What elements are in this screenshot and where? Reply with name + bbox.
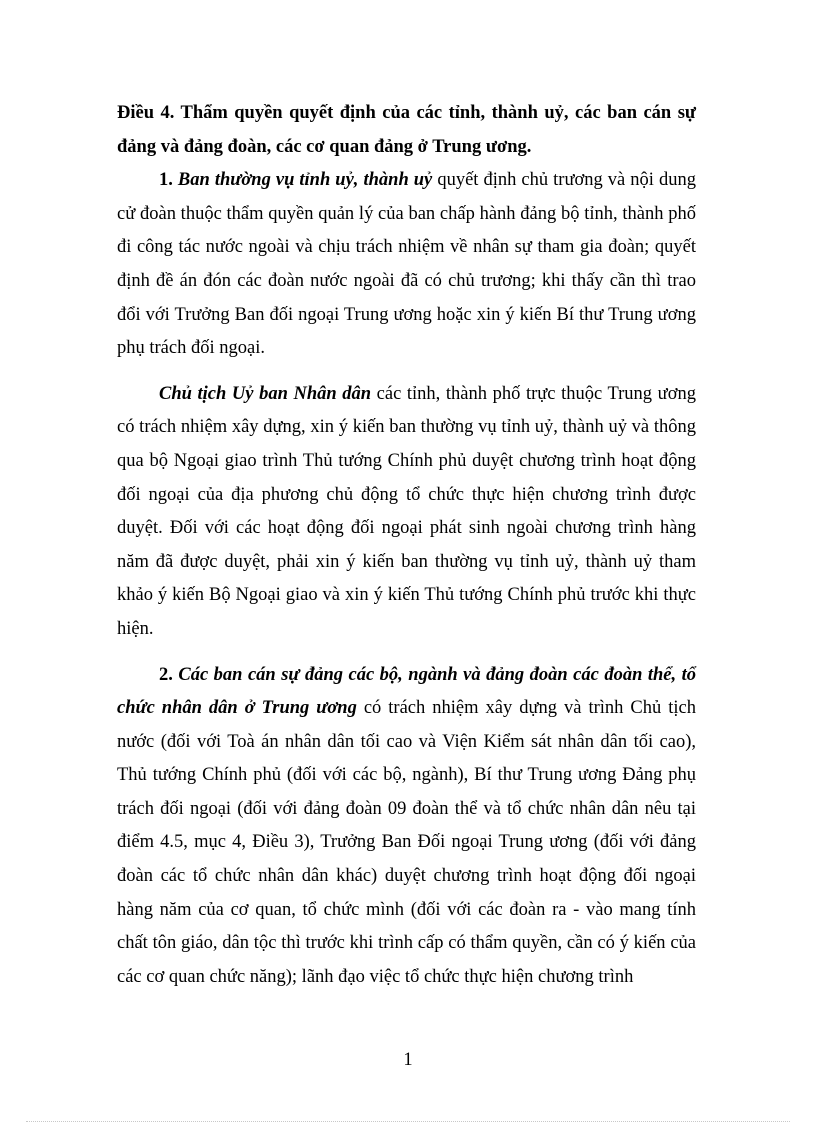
document-body (117, 97, 696, 994)
paragraph-3 (117, 659, 696, 995)
article-heading: Điều 4. Thẩm quyền quyết định của các tỉnh, thành uỷ, các ban cán sự đảng và đảng đoàn, các cơ quan đảng ở Trung ương. (117, 103, 696, 157)
page-number: 1 (403, 1050, 413, 1070)
paragraph-2-lead: Chủ tịch Uỷ ban Nhân dân (159, 383, 372, 404)
paragraph-2 (117, 378, 696, 647)
paragraph-1-lead: Ban thường vụ tỉnh uỷ, thành uỷ (177, 170, 433, 191)
paragraph-3-lead: Các ban cán sự đảng các bộ, ngành và đảng đoàn các đoàn thể, tổ chức nhân dân ở Trung ương (117, 664, 697, 719)
paragraph-2-body: các tỉnh, thành phố trực thuộc Trung ương có trách nhiệm xây dựng, xin ý kiến ban thường vụ tỉnh uỷ, thành uỷ và thông qua bộ Ngoại giao trình Thủ tướng Chính phủ duyệt chương trình hoạt động đối ngoại của địa phương chủ động tổ chức thực hiện chương trình được duyệt. Đối với các hoạt động đối ngoại phát sinh ngoài chương trình hàng năm đã được duyệt, phải xin ý kiến ban thường vụ tỉnh uỷ, thành uỷ tham khảo ý kiến Bộ Ngoại giao và xin ý kiến Thủ tướng Chính phủ trước khi thực hiện. (117, 383, 696, 639)
page-bottom-divider (26, 1121, 790, 1122)
paragraph-1-body: quyết định chủ trương và nội dung cử đoàn thuộc thẩm quyền quản lý của ban chấp hành đảng bộ tỉnh, thành phố đi công tác nước ngoài và chịu trách nhiệm về nhân sự tham gia đoàn; quyết định đề án đón các đoàn nước ngoài đã có chủ trương; khi thấy cần thì trao đổi với Trưởng Ban đối ngoại Trung ương hoặc xin ý kiến Bí thư Trung ương phụ trách đối ngoại. (117, 170, 696, 359)
paragraph-1-number: 1. (159, 170, 178, 191)
paragraph-1 (117, 164, 696, 366)
paragraph-3-number: 2. (159, 664, 179, 685)
paragraph-3-body: có trách nhiệm xây dựng và trình Chủ tịch nước (đối với Toà án nhân dân tối cao và Viện Kiểm sát nhân dân tối cao), Thủ tướng Chính phủ (đối với các bộ, ngành), Bí thư Trung ương Đảng phụ trách đối ngoại (đối với đảng đoàn 09 đoàn thể và tổ chức nhân dân nêu tại điểm 4.5, mục 4, Điều 3), Trưởng Ban Đối ngoại Trung ương (đối với đảng đoàn các tổ chức nhân dân khác) duyệt chương trình hoạt động đối ngoại hàng năm của cơ quan, tổ chức mình (đối với các đoàn ra - vào mang tính chất tôn giáo, dân tộc thì trước khi trình cấp có thẩm quyền, cần có ý kiến của các cơ quan chức năng); lãnh đạo việc tổ chức thực hiện chương trình (117, 698, 696, 987)
